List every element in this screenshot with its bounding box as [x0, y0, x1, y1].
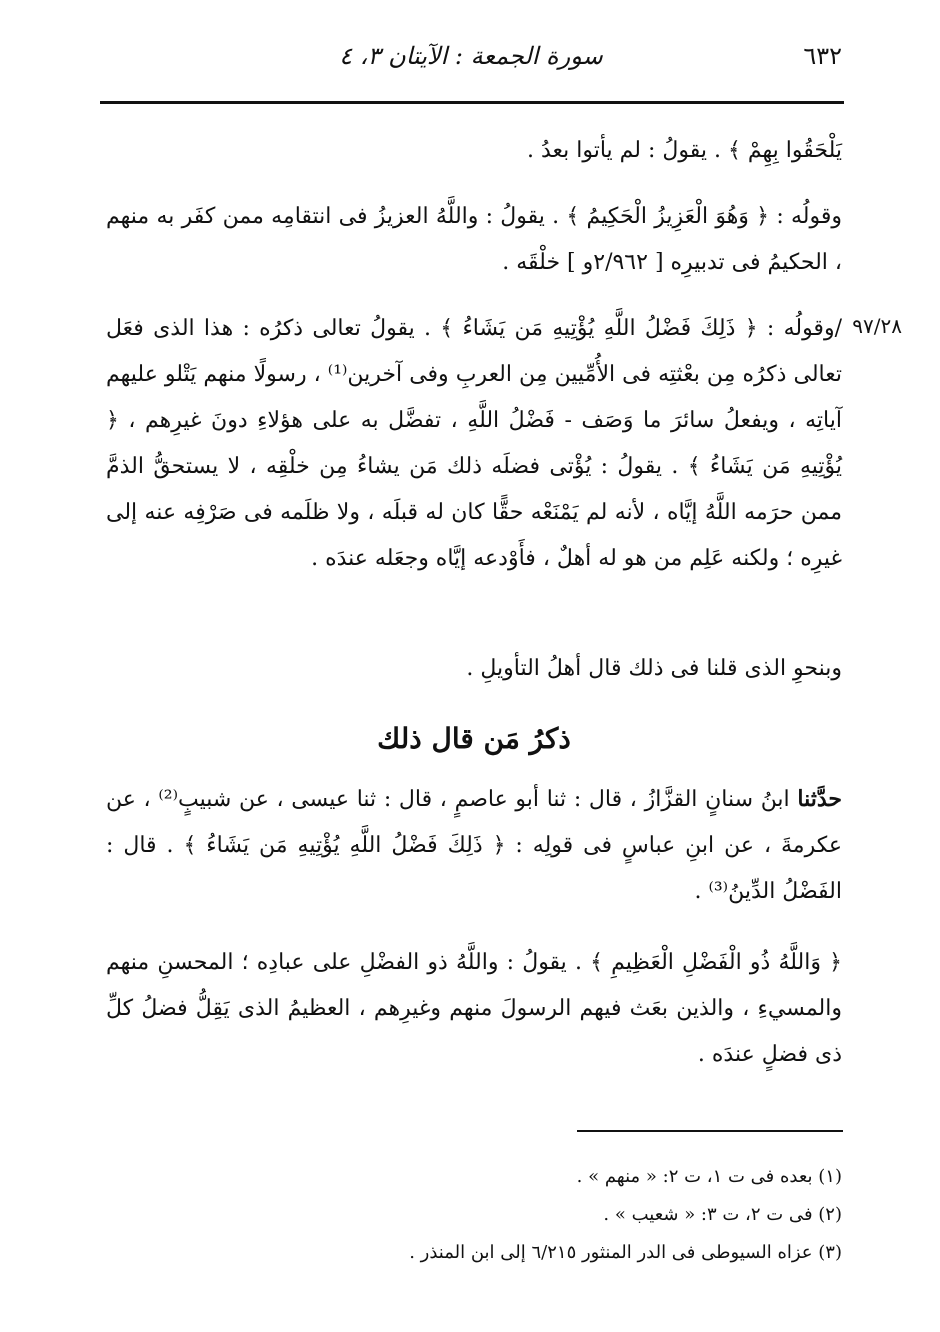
paragraph-6: ﴿ وَاللَّهُ ذُو الْفَضْلِ الْعَظِيمِ ﴾ . يقولُ : واللَّهُ ذو الفضْلِ على عبادِه ؛ المحسنِ منهم والمسيءِ ، والذين بعَث فيهم الرسولَ منهم وغيرِهم ، العظيمُ الذى يَقِلُّ فضلُ كلِّ ذى فضلٍ عندَه .: [106, 950, 842, 1067]
page-number: ٦٣٢: [803, 42, 842, 70]
paragraph-3: /وقولُه : ﴿ ذَلِكَ فَضْلُ اللَّهِ يُؤْتِيهِ مَن يَشَاءُ ﴾ . يقولُ تعالى ذكرُه : هذا الذى فعَل تعالى ذكرُه مِن بعْثتِه فى الأُمِّيين مِن العربِ وفى آخرين⁽¹⁾ ، رسولًا منهم يَتْلو عليهم آياتِه ، ويفعلُ سائرَ ما وَصَف - فَضْلُ اللَّهِ ، تفضَّل به على هؤلاءِ دونَ غيرِهم ، ﴿ يُؤْتِيهِ مَن يَشَاءُ ﴾ . يقولُ : يُؤْتى فضلَه ذلك مَن يشاءُ مِن خلْقِه ، لا يستحقُّ الذمَّ ممن حرَمه اللَّهُ إيَّاه ، لأنه لم يَمْنَعْه حقًّا كان له قبلَه ، ولا ظلَمه فى صَرْفِه عنه إلى غيرِه ؛ ولكنه عَلِم من هو له أهلٌ ، فأَوْدعه إيَّاه وجعَله عندَه .: [106, 316, 842, 571]
section-heading: ذكرُ مَن قال ذلك: [377, 722, 571, 755]
page-header: [100, 38, 842, 90]
footnote-3: (٣) عزاه السيوطى فى الدر المنثور ٦/٢١٥ إلى ابن المنذر .: [409, 1242, 842, 1263]
hadith-lead: حدَّثنا: [797, 786, 842, 812]
margin-reference: ٩٧/٢٨: [852, 314, 902, 338]
paragraph-2: وقولُه : ﴿ وَهُوَ الْعَزِيزُ الْحَكِيمُ ﴾ . يقولُ : واللَّهُ العزيزُ فى انتقامِه ممن كفَر به منهم ، الحكيمُ فى تدبيرِه [ ٢/٩٦٢و ] خلْقَه .: [106, 204, 842, 275]
paragraph-5: [106, 776, 842, 915]
footnote-divider: [577, 1130, 843, 1132]
header-divider: [100, 101, 844, 104]
paragraph-4: وبنحوِ الذى قلنا فى ذلك قال أهلُ التأويلِ .: [466, 656, 842, 681]
paragraph-1: يَلْحَقُوا بِهِمْ ﴾ . يقولُ : لم يأتوا بعدُ .: [526, 138, 842, 163]
footnote-1: (١) بعده فى ت ١، ت ٢: « منهم » .: [576, 1166, 842, 1187]
paragraph-5-text: ابنُ سنانٍ القزَّازُ ، قال : ثنا أبو عاصمٍ ، قال : ثنا عيسى ، عن شبيبٍ⁽²⁾ ، عن عكرمةَ ، عن ابنِ عباسٍ فى قولِه : ﴿ ذَلِكَ فَضْلُ اللَّهِ يُؤْتِيهِ مَن يَشَاءُ ﴾ . قال : الفَضْلُ الدِّينُ⁽³⁾ .: [106, 787, 842, 904]
footnote-2: (٢) فى ت ٢، ت ٣: « شعيب » .: [603, 1204, 842, 1225]
running-title: سورة الجمعة : الآيتان ٣، ٤: [339, 42, 603, 70]
